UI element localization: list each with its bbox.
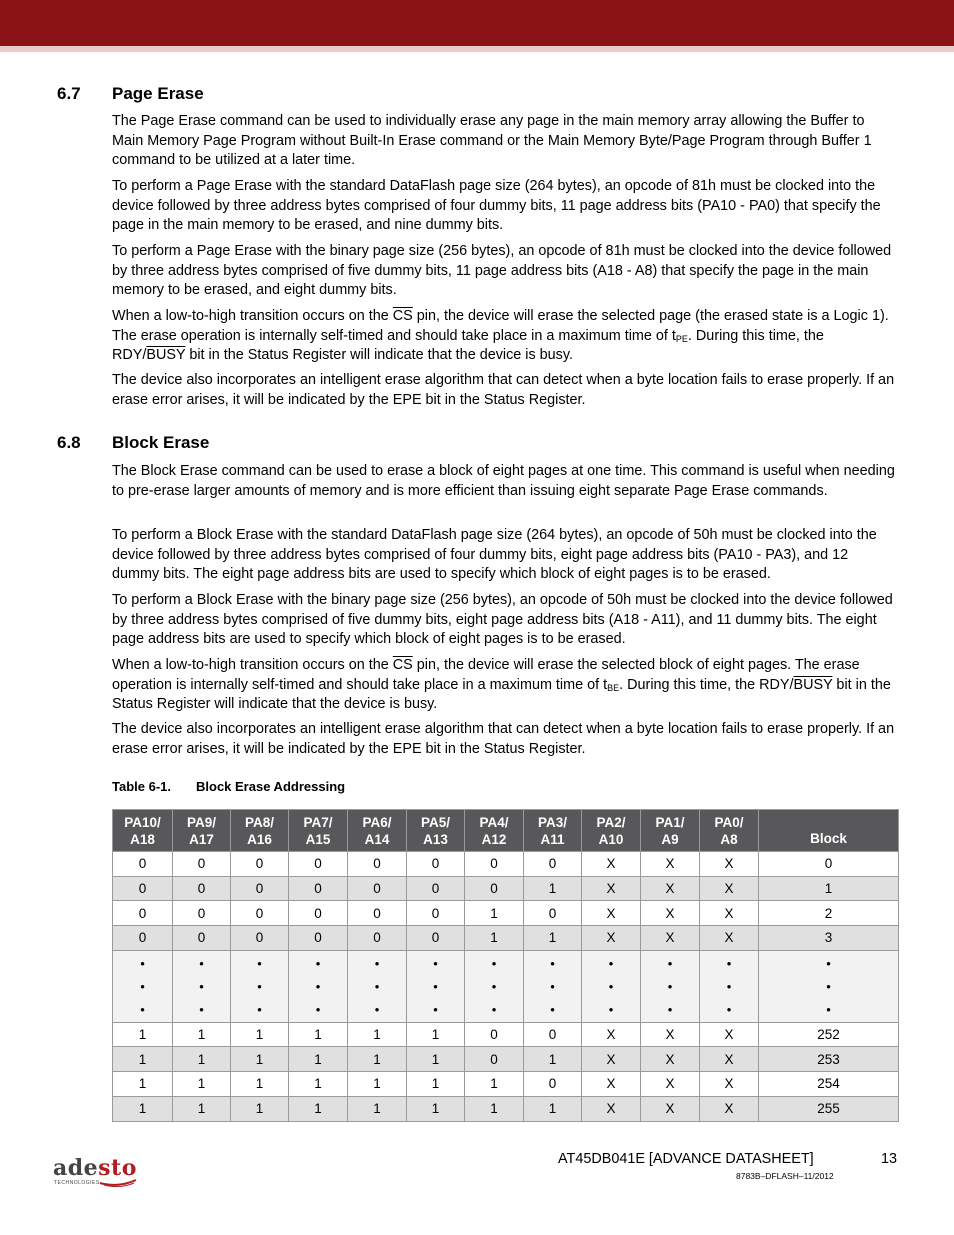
table-cell: X	[582, 1022, 641, 1047]
logo-tagline: TECHNOLOGIES	[54, 1180, 100, 1186]
footer-document-title: AT45DB041E [ADVANCE DATASHEET]	[558, 1151, 814, 1167]
table-cell: 0	[231, 852, 289, 877]
table-cell: 1	[113, 1096, 173, 1121]
ellipsis-dot: •	[199, 978, 204, 994]
ellipsis-cell	[759, 950, 899, 1022]
table-cell: 0	[289, 852, 348, 877]
column-header-text: A15	[305, 831, 331, 847]
column-header-text: PA4/	[479, 814, 509, 830]
column-header-text: PA6/	[362, 814, 392, 830]
section-number: 6.7	[57, 84, 81, 103]
column-header	[524, 810, 582, 852]
table-cell: X	[641, 1096, 700, 1121]
column-header	[173, 810, 231, 852]
table-cell: 1	[524, 1096, 582, 1121]
ellipsis-dot: •	[826, 1001, 831, 1017]
table-cell: 1	[289, 1096, 348, 1121]
column-header-text: A16	[247, 831, 272, 847]
table-cell: 0	[173, 901, 231, 926]
table-cell: 1	[113, 1022, 173, 1047]
ellipsis-dot: •	[491, 978, 497, 994]
ellipsis-dot: •	[433, 978, 438, 994]
paragraph: The device also incorporates an intelligent erase algorithm that can detect when a byte location fails to erase properly. If an erase error arises, it will be indicated by the EPE bit in the Status Register.	[112, 372, 895, 408]
ellipsis-dot: •	[608, 1001, 614, 1017]
table-cell: 0	[113, 926, 173, 951]
ellipsis-dot: •	[726, 1001, 732, 1017]
column-header-text: Block	[810, 831, 847, 846]
table-cell: 1	[231, 1022, 289, 1047]
section-title: Page Erase	[112, 84, 204, 103]
table-cell: 1	[289, 1047, 348, 1072]
ellipsis-dot: •	[608, 955, 614, 971]
column-header-text: A14	[364, 831, 390, 847]
text-run: pin, the device will erase the selected block of eight pages. The erase operation is internally self-timed and should take place in a maximum time of t	[112, 657, 860, 693]
table-cell: 1	[348, 1096, 407, 1121]
table-row	[113, 926, 899, 951]
ellipsis-dot: •	[667, 978, 673, 994]
table-cell: 255	[759, 1096, 899, 1121]
ellipsis-dot: •	[491, 955, 497, 971]
column-header	[465, 810, 524, 852]
table-cell: X	[582, 1096, 641, 1121]
paragraph-erase-timing	[112, 656, 898, 715]
table-cell: 1	[407, 1022, 465, 1047]
paragraph: The device also incorporates an intelligent erase algorithm that can detect when a byte location fails to erase properly. If an erase error arises, it will be indicated by the EPE bit in the Status Register.	[112, 721, 895, 757]
ellipsis-dot: •	[315, 955, 321, 971]
table-cell: X	[700, 876, 759, 901]
table-cell: 0	[348, 876, 407, 901]
subscript: BE	[607, 682, 620, 693]
ellipsis-dot: •	[826, 955, 831, 971]
column-header-text: PA9/	[186, 814, 216, 830]
column-header-text: PA2/	[596, 814, 626, 830]
table-cell: X	[700, 1096, 759, 1121]
table-cell: 0	[173, 852, 231, 877]
table-cell: X	[700, 852, 759, 877]
table-row	[113, 1047, 899, 1072]
ellipsis-dot: •	[374, 1001, 380, 1017]
table-cell: 1	[759, 876, 899, 901]
table-cell: X	[700, 1022, 759, 1047]
section-heading-page-erase	[57, 84, 204, 104]
table-cell: 1	[524, 1047, 582, 1072]
column-header-text: A12	[481, 831, 507, 847]
table-cell: 0	[407, 926, 465, 951]
ellipsis-dot: •	[433, 955, 438, 971]
table-cell: 0	[113, 876, 173, 901]
column-header-text: A18	[130, 831, 155, 847]
ellipsis-dot: •	[550, 978, 555, 994]
ellipsis-dot: •	[374, 978, 380, 994]
ellipsis-dot: •	[140, 955, 145, 971]
ellipsis-cell	[113, 950, 173, 1022]
column-header-text: A17	[189, 831, 214, 847]
column-header	[231, 810, 289, 852]
column-header-text: PA0/	[714, 814, 744, 830]
table-cell: 1	[465, 1096, 524, 1121]
section-number: 6.8	[57, 433, 81, 452]
table-cell: 0	[465, 852, 524, 877]
ellipsis-dot: •	[315, 978, 321, 994]
header-bar-shadow	[0, 46, 954, 52]
column-header-text: A8	[720, 831, 738, 847]
logo-swoosh-icon	[98, 1177, 138, 1187]
table-cell: 1	[113, 1072, 173, 1097]
column-header-text: PA7/	[303, 814, 333, 830]
table-cell: X	[582, 876, 641, 901]
table-cell: 1	[348, 1022, 407, 1047]
column-header	[113, 810, 173, 852]
ellipsis-dot: •	[608, 978, 614, 994]
column-header-text: PA8/	[244, 814, 274, 830]
table-cell: 0	[289, 926, 348, 951]
table-cell: 252	[759, 1022, 899, 1047]
table-cell: 0	[231, 901, 289, 926]
section-heading-block-erase	[57, 433, 209, 453]
ellipsis-cell	[700, 950, 759, 1022]
ellipsis-dot: •	[667, 955, 673, 971]
table-cell: X	[700, 1072, 759, 1097]
table-cell: 1	[173, 1022, 231, 1047]
paragraph: To perform a Block Erase with the standard DataFlash page size (264 bytes), an opcode of 50h must be clocked into the device followed by three address bytes comprised of four dummy bits, eight page address bits (PA10 - PA3), and 12 dummy bits. The eight page address bits are used to specify which block of eight pages is to be erased.	[112, 527, 877, 582]
table-cell: 0	[407, 901, 465, 926]
table-row	[113, 901, 899, 926]
ellipsis-cell	[173, 950, 231, 1022]
text-run: . During this time, the RDY/	[619, 676, 794, 693]
table-cell: 1	[173, 1047, 231, 1072]
table-cell: 1	[465, 901, 524, 926]
busy-signal: BUSY	[146, 347, 186, 363]
table-ellipsis-row	[113, 950, 899, 1022]
table-cell: 2	[759, 901, 899, 926]
text-run: bit in the Status Register will indicate that the device is busy.	[112, 676, 891, 712]
table-cell: X	[700, 926, 759, 951]
table-cell: 1	[407, 1072, 465, 1097]
table-cell: 1	[231, 1096, 289, 1121]
column-header-text: A13	[423, 831, 448, 847]
ellipsis-dot: •	[726, 978, 732, 994]
table-header-row	[113, 810, 899, 852]
subscript: PE	[675, 333, 688, 344]
table-cell: X	[641, 1047, 700, 1072]
ellipsis-cell	[289, 950, 348, 1022]
table-caption-title: Block Erase Addressing	[196, 779, 346, 794]
table-cell: X	[641, 1022, 700, 1047]
paragraph: To perform a Page Erase with the standard DataFlash page size (264 bytes), an opcode of 81h must be clocked into the device followed by three address bytes comprised of four dummy bits, 11 page address bits (PA10 - PA0) that specify the page in the main memory to be erased, and nine dummy bits.	[112, 178, 881, 233]
ellipsis-cell	[524, 950, 582, 1022]
table-cell: 1	[231, 1047, 289, 1072]
column-header	[407, 810, 465, 852]
table-cell: X	[641, 876, 700, 901]
text-run: When a low-to-high transition occurs on the	[112, 308, 393, 324]
table-cell: 0	[465, 1047, 524, 1072]
table-caption-number: Table 6-1.	[112, 779, 172, 794]
busy-signal: BUSY	[793, 676, 833, 693]
table-cell: 0	[465, 876, 524, 901]
table-cell: 0	[524, 1072, 582, 1097]
ellipsis-dot: •	[140, 978, 145, 994]
table-cell: 1	[407, 1096, 465, 1121]
table-cell: 1	[465, 1072, 524, 1097]
table-cell: 3	[759, 926, 899, 951]
table-cell: 0	[113, 852, 173, 877]
table-cell: 254	[759, 1072, 899, 1097]
table-row	[113, 1022, 899, 1047]
table-cell: 0	[524, 1022, 582, 1047]
ellipsis-dot: •	[826, 978, 831, 994]
column-header	[289, 810, 348, 852]
column-header-text: A9	[661, 831, 679, 847]
section-title: Block Erase	[112, 433, 210, 452]
ellipsis-dot: •	[257, 955, 262, 971]
ellipsis-cell	[407, 950, 465, 1022]
column-header-text: PA5/	[420, 814, 450, 830]
table-cell: X	[582, 1072, 641, 1097]
table-cell: 1	[348, 1047, 407, 1072]
ellipsis-dot: •	[315, 1001, 321, 1017]
table-row	[113, 1072, 899, 1097]
ellipsis-dot: •	[726, 955, 732, 971]
ellipsis-dot: •	[374, 955, 380, 971]
column-header	[582, 810, 641, 852]
table-cell: 0	[465, 1022, 524, 1047]
table-cell: X	[641, 1072, 700, 1097]
paragraph: The Block Erase command can be used to erase a block of eight pages at one time. This command is useful when needing to pre-erase larger amounts of memory and is more efficient than issuing eight separate Page Erase commands.	[112, 463, 895, 499]
table-cell: 0	[348, 852, 407, 877]
column-header	[759, 810, 899, 852]
ellipsis-dot: •	[140, 1001, 145, 1017]
table-cell: X	[700, 1047, 759, 1072]
table-cell: X	[641, 901, 700, 926]
table-cell: 0	[524, 901, 582, 926]
ellipsis-dot: •	[199, 1001, 204, 1017]
ellipsis-cell	[582, 950, 641, 1022]
table-cell: 1	[348, 1072, 407, 1097]
paragraph: The Page Erase command can be used to individually erase any page in the main memory array allowing the Buffer to Main Memory Page Program without Built-In Erase command or the Main Memory Byte/Page Program through Buffer 1 command to be utilized at a later time.	[112, 113, 872, 168]
table-cell: X	[641, 926, 700, 951]
ellipsis-cell	[641, 950, 700, 1022]
table-cell: 1	[465, 926, 524, 951]
cs-signal: $\overline{CS}$	[392, 308, 413, 324]
logo-text-main: ade	[53, 1155, 99, 1181]
ellipsis-dot: •	[550, 955, 555, 971]
table-cell: 1	[113, 1047, 173, 1072]
table-cell: 0	[759, 852, 899, 877]
ellipsis-dot: •	[199, 955, 204, 971]
ellipsis-cell	[348, 950, 407, 1022]
table-cell: 0	[407, 852, 465, 877]
table-cell: 1	[289, 1072, 348, 1097]
ellipsis-dot: •	[491, 1001, 497, 1017]
table-cell: 1	[231, 1072, 289, 1097]
table-cell: 0	[231, 876, 289, 901]
text-run: pin, the device will erase the selected page (the erased state is a Logic 1). The erase operation is internally self-timed and should take place in a maximum time of t	[112, 308, 889, 344]
table-cell: 0	[113, 901, 173, 926]
table-cell: 0	[407, 876, 465, 901]
table-cell: 1	[173, 1072, 231, 1097]
text-run: When a low-to-high transition occurs on the	[112, 657, 393, 673]
table-cell: 0	[173, 876, 231, 901]
table-caption	[112, 779, 345, 794]
document-code: 8783B–DFLASH–11/2012	[736, 1171, 834, 1181]
text-run: . During this time, the RDY/	[112, 327, 824, 363]
column-header-text: A10	[598, 831, 624, 847]
table-cell: 1	[289, 1022, 348, 1047]
ellipsis-dot: •	[667, 1001, 673, 1017]
table-cell: X	[641, 852, 700, 877]
ellipsis-dot: •	[433, 1001, 438, 1017]
table-cell: 253	[759, 1047, 899, 1072]
table-cell: X	[582, 901, 641, 926]
adesto-logo	[53, 1155, 138, 1189]
table-cell: X	[582, 1047, 641, 1072]
table-cell: X	[582, 852, 641, 877]
block-erase-addressing-table	[112, 809, 899, 1122]
column-header-text: PA10/	[124, 814, 161, 830]
table-cell: 0	[289, 901, 348, 926]
table-cell: 0	[524, 852, 582, 877]
paragraph-erase-timing	[112, 307, 898, 366]
column-header-text: PA3/	[537, 814, 567, 830]
column-header-text: PA1/	[655, 814, 685, 830]
ellipsis-cell	[231, 950, 289, 1022]
column-header	[700, 810, 759, 852]
table-cell: 1	[407, 1047, 465, 1072]
ellipsis-cell	[465, 950, 524, 1022]
table-row	[113, 1096, 899, 1121]
table-cell: X	[582, 926, 641, 951]
table-cell: 0	[231, 926, 289, 951]
header-bar	[0, 0, 954, 46]
column-header	[641, 810, 700, 852]
ellipsis-dot: •	[550, 1001, 555, 1017]
table-cell: 1	[524, 926, 582, 951]
cs-signal: $\overline{CS}$	[392, 657, 413, 673]
ellipsis-dot: •	[257, 1001, 262, 1017]
table-cell: 1	[173, 1096, 231, 1121]
table-cell: 0	[289, 876, 348, 901]
table-row	[113, 876, 899, 901]
column-header	[348, 810, 407, 852]
table-row	[113, 852, 899, 877]
text-run: bit in the Status Register will indicate that the device is busy.	[185, 347, 574, 363]
column-header-text: A11	[540, 831, 565, 847]
table-cell: 0	[173, 926, 231, 951]
table-cell: 0	[348, 926, 407, 951]
page-number: 13	[881, 1151, 898, 1167]
table-cell: X	[700, 901, 759, 926]
logo-text-accent: sto	[98, 1155, 137, 1181]
paragraph: To perform a Page Erase with the binary page size (256 bytes), an opcode of 81h must be clocked into the device followed by three address bytes comprised of five dummy bits, 11 page address bits (A18 - A8) that specify the page in the main memory to be erased, and eight dummy bits.	[112, 243, 892, 298]
table-cell: 1	[524, 876, 582, 901]
ellipsis-dot: •	[257, 978, 262, 994]
paragraph: To perform a Block Erase with the binary page size (256 bytes), an opcode of 50h must be clocked into the device followed by three address bytes comprised of five dummy bits, eight page address bits (A18 - A11), and 11 dummy bits. The eight page address bits are used to specify which block of eight pages is to be erased.	[112, 592, 893, 647]
table-cell: 0	[348, 901, 407, 926]
